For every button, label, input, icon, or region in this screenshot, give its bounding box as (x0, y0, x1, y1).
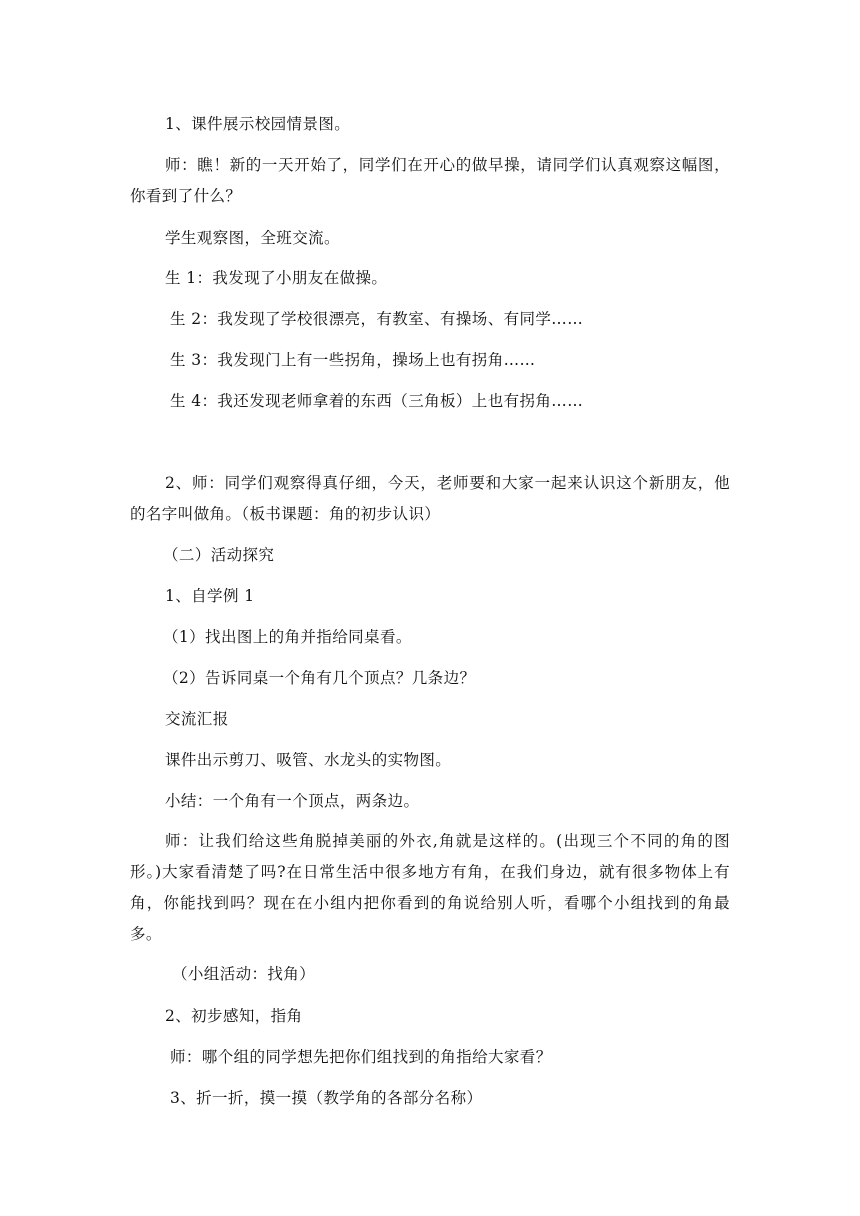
paragraph-1: 1、课件展示校园情景图。 (165, 115, 351, 133)
paragraph-2: 师：瞧！新的一天开始了，同学们在开心的做早操，请同学们认真观察这幅图，你看到了什么？ (130, 156, 730, 205)
paragraph-5: 生 2：我发现了学校很漂亮，有教室、有操场、有同学…… (170, 310, 584, 328)
paragraph-12: （2）告诉同桌一个角有几个顶点？几条边？ (163, 669, 476, 687)
paragraph-20: 3、折一折，摸一摸（教学角的各部分名称） (170, 1089, 483, 1107)
paragraph-16: 师：让我们给这些角脱掉美丽的外衣,角就是这样的。(出现三个不同的角的图形。)大家看清楚了吗?在日常生活中很多地方有角，在我们身边，就有很多物体上有角，你能找到吗？现在在小组内把你看到的角说给别人听，看哪个小组找到的角最多。 (130, 832, 730, 943)
paragraph-14: 课件出示剪刀、吸管、水龙头的实物图。 (165, 751, 452, 769)
paragraph-4: 生 1：我发现了小朋友在做操。 (165, 269, 388, 287)
paragraph-13: 交流汇报 (165, 710, 229, 728)
paragraph-10: 1、自学例 1 (165, 587, 255, 605)
paragraph-18: 2、初步感知，指角 (165, 1007, 303, 1025)
paragraph-19: 师：哪个组的同学想先把你们组找到的角指给大家看？ (170, 1048, 552, 1066)
paragraph-6: 生 3：我发现门上有一些拐角，操场上也有拐角…… (170, 351, 536, 369)
paragraph-11: （1）找出图上的角并指给同桌看。 (163, 628, 412, 646)
paragraph-17: （小组活动：找角） (172, 965, 316, 983)
paragraph-15: 小结：一个角有一个顶点，两条边。 (165, 792, 420, 810)
paragraph-3: 学生观察图，全班交流。 (165, 229, 340, 247)
paragraph-7: 生 4：我还发现老师拿着的东西（三角板）上也有拐角…… (170, 392, 584, 410)
paragraph-8: 2、师：同学们观察得真仔细，今天，老师要和大家一起来认识这个新朋友，他的名字叫做角。（板书课题：角的初步认识） (130, 474, 730, 523)
paragraph-9: （二）活动探究 (163, 546, 275, 564)
